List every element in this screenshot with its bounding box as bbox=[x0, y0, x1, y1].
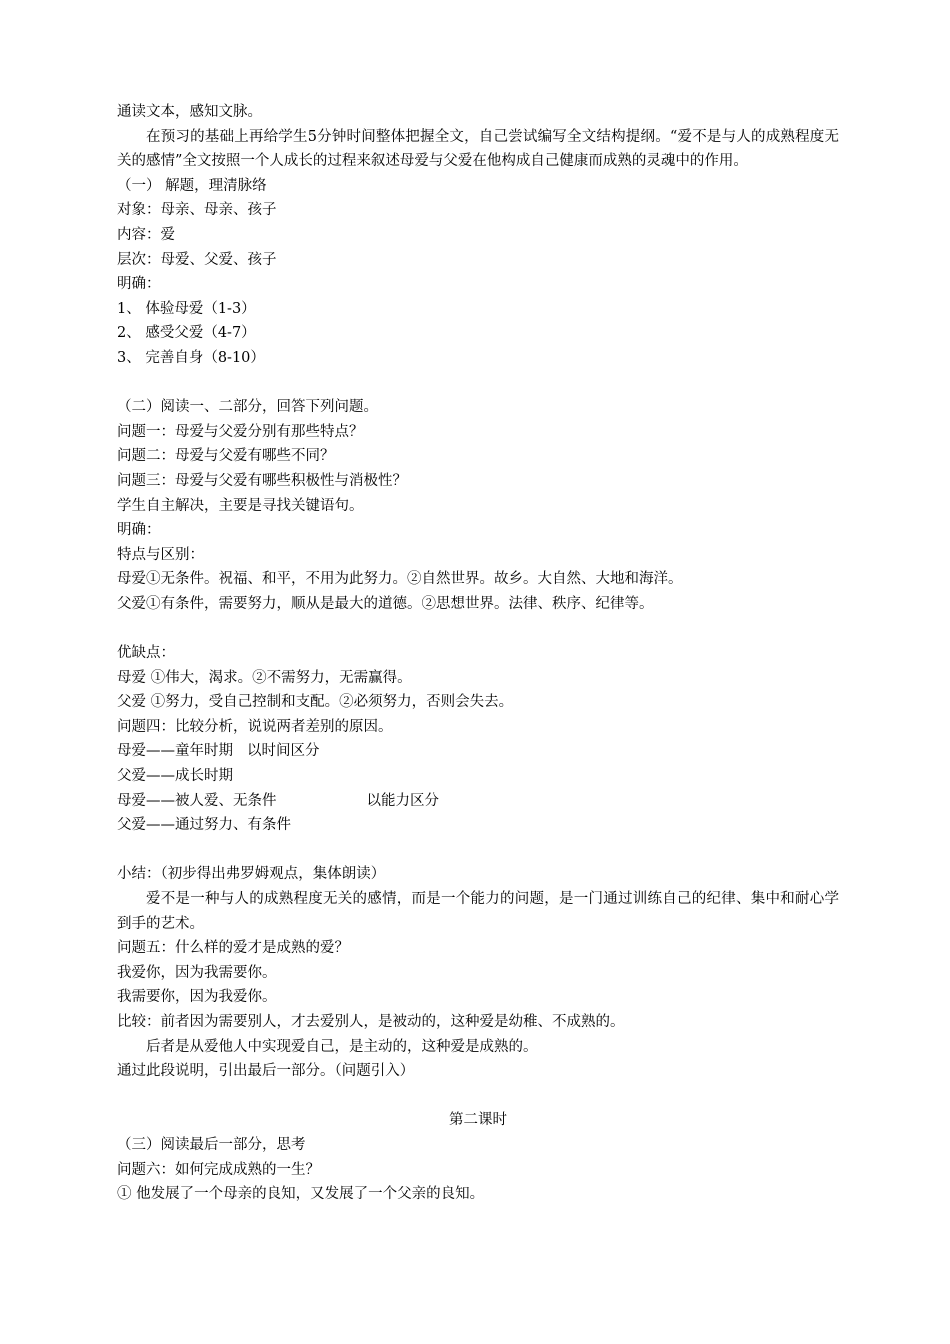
object-line: 对象：母亲、母亲、孩子 bbox=[117, 202, 277, 219]
love-line: 我需要你，因为我爱你。 bbox=[117, 989, 277, 1006]
question-one: 问题一：母爱与父爱分别有那些特点？ bbox=[117, 423, 364, 440]
summary-heading: 小结：（初步得出弗罗姆观点，集体朗读） bbox=[117, 866, 386, 883]
lesson-two-title: 第二课时 bbox=[449, 1112, 507, 1129]
father-pros: 父爱 ①努力，受自己控制和支配。②必须努力，否则会失去。 bbox=[117, 694, 514, 711]
section1-heading: （一） 解题，理清脉络 bbox=[117, 177, 267, 194]
question-five: 问题五：什么样的爱才是成熟的爱？ bbox=[117, 940, 349, 957]
content-line: 内容：爱 bbox=[117, 226, 175, 243]
intro-paragraph: 在预习的基础上再给学生5分钟时间整体把握全文，自己尝试编写全文结构提纲。“爱不是与人的成熟程度无关的感情”全文按照一个人成长的过程来叙述母爱与父爱在他构成自己健康而成熟的灵魂中的作用。 bbox=[117, 128, 839, 170]
blank-line bbox=[117, 838, 839, 863]
pros-heading: 优缺点： bbox=[117, 645, 175, 662]
document-body bbox=[117, 100, 839, 1207]
section2-heading: （二）阅读一、二部分，回答下列问题。 bbox=[117, 399, 378, 416]
intro-heading: 通读文本，感知文脉。 bbox=[117, 104, 262, 120]
compare-text: 比较：前者因为需要别人，才去爱别人，是被动的，这种爱是幼稚、不成熟的。 bbox=[117, 1013, 625, 1030]
outline-item: 3、 完善自身（8-10） bbox=[117, 349, 265, 366]
summary-paragraph: 爱不是一种与人的成熟程度无关的感情，而是一个能力的问题，是一门通过训练自己的纪律、集中和耐心学到手的艺术。 bbox=[117, 891, 839, 932]
student-note: 学生自主解决，主要是寻找关键语句。 bbox=[117, 497, 364, 514]
outline-item: 2、 感受父爱（4-7） bbox=[117, 325, 256, 342]
outline-item: 1、 体验母爱（1-3） bbox=[117, 300, 256, 317]
features-heading: 特点与区别： bbox=[117, 546, 204, 563]
question-three: 问题三：母爱与父爱有哪些积极性与消极性？ bbox=[117, 472, 407, 489]
mother-pros: 母爱 ①伟大，渴求。②不需努力，无需赢得。 bbox=[117, 669, 412, 686]
answer-line: ① 他发展了一个母亲的良知，又发展了一个父亲的良知。 bbox=[117, 1186, 485, 1203]
transition-line: 通过此段说明，引出最后一部分。（问题引入） bbox=[117, 1063, 415, 1080]
blank-line bbox=[117, 616, 839, 641]
compare-right: 以时间区分 bbox=[247, 743, 320, 760]
compare-row: 父爱——通过努力、有条件 bbox=[117, 817, 291, 834]
clarify-line: 明确： bbox=[117, 276, 161, 293]
question-six: 问题六：如何完成成熟的一生？ bbox=[117, 1161, 320, 1178]
mother-feature: 母爱①无条件。祝福、和平，不用为此努力。②自然世界。故乡。大自然、大地和海洋。 bbox=[117, 571, 683, 588]
compare-left: 母爱——被人爱、无条件 bbox=[117, 792, 277, 809]
compare-row bbox=[117, 739, 839, 764]
question-two: 问题二：母爱与父爱有哪些不同？ bbox=[117, 448, 335, 465]
compare-right: 以能力区分 bbox=[366, 792, 439, 809]
blank-line bbox=[117, 1084, 839, 1109]
section3-heading: （三）阅读最后一部分，思考 bbox=[117, 1136, 306, 1153]
compare-row bbox=[117, 789, 839, 814]
father-feature: 父爱①有条件，需要努力，顺从是最大的道德。②思想世界。法律、秩序、纪律等。 bbox=[117, 595, 654, 612]
levels-line: 层次：母爱、父爱、孩子 bbox=[117, 251, 277, 268]
love-line: 我爱你，因为我需要你。 bbox=[117, 964, 277, 981]
compare-row: 父爱——成长时期 bbox=[117, 768, 233, 785]
latter-text: 后者是从爱他人中实现爱自己，是主动的，这种爱是成熟的。 bbox=[146, 1038, 538, 1055]
compare-left: 母爱——童年时期 bbox=[117, 743, 233, 760]
question-four: 问题四：比较分析，说说两者差别的原因。 bbox=[117, 718, 393, 735]
clarify-line: 明确： bbox=[117, 522, 161, 539]
blank-line bbox=[117, 371, 839, 396]
